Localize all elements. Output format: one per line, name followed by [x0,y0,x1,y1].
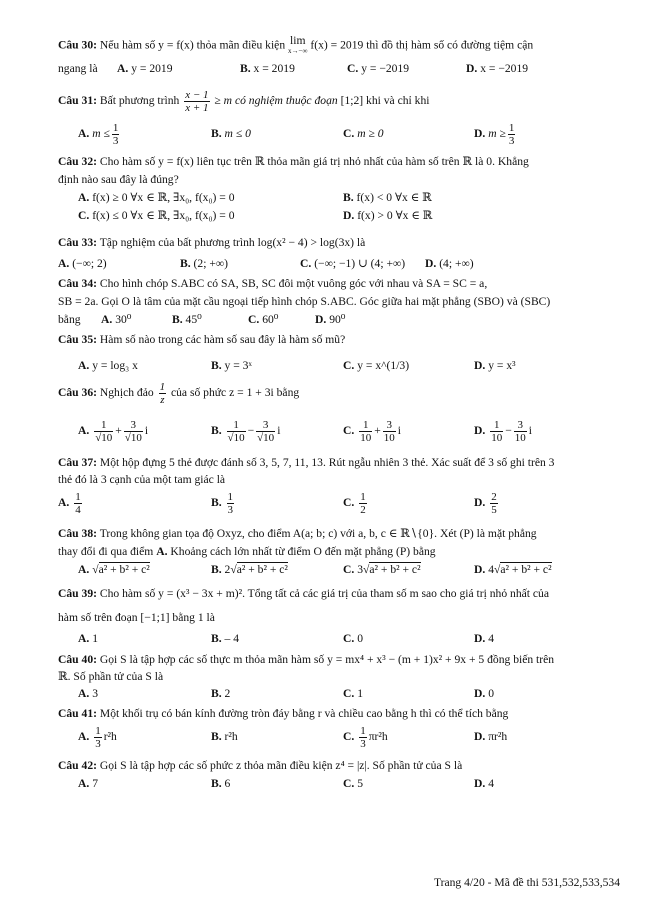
option-a: A. (−∞; 2) [58,257,107,270]
option-c: C. 5 [343,777,363,790]
question-label: Câu 41: [58,707,97,720]
option-d: D. 0 [474,687,494,700]
limit-expression: lim x→−∞ [288,34,308,55]
option-b: B. x = 2019 [240,62,295,75]
option-c: C. 3√a² + b² + c² [343,563,421,576]
option-a: A. 7 [78,777,98,790]
option-b: B. 45⁰ [172,313,202,326]
option-d: D. 4 [474,632,494,645]
option-a: A. √a² + b² + c² [78,563,150,576]
option-c: C. (−∞; −1) ∪ (4; +∞) [300,257,406,270]
question-label: Câu 35: [58,333,97,346]
option-d: D. $\frac{1}{10}$ − $\frac{3}{10}$ i [474,418,532,444]
option-d: D. $\frac{2}{5}$ [474,490,497,516]
option-c: C. $\frac{1}{2}$ [343,490,366,516]
option-c: C. $\frac{1}{10}$ + $\frac{3}{10}$ i [343,418,401,444]
option-c: C. $\frac{1}{3}$ πr²h [343,724,388,750]
option-d: D. y = x³ [474,359,516,372]
option-b: B. m ≤ 0 [211,127,251,140]
option-d: D. m ≥ $\frac{1}{3}$ [474,121,515,147]
option-d: D. (4; +∞) [425,257,474,270]
question-text: Nếu hàm số y = f(x) thỏa mãn điều kiện [99,38,286,52]
question-33: Câu 33: Tập nghiệm của bất phương trình log(x² − 4) > log(3x) là [58,236,366,249]
option-a: A. 3 [78,687,98,700]
question-label: Câu 42: [58,759,97,772]
option-a: A. $\frac{1}{3}$ r²h [78,724,117,750]
question-30-line2: ngang là [58,62,98,75]
option-b: B. f(x) < 0 ∀x ∈ ℝ [343,191,432,204]
option-d: D. 4√a² + b² + c² [474,563,552,576]
option-a: A. $\frac{1}{4}$ [58,490,81,516]
option-d: D. 90⁰ [315,313,346,326]
question-40: Câu 40: Gọi S là tập hợp các số thực m thỏa mãn hàm số y = mx⁴ + x³ − (m + 1)x² + 9x + 5 đồng biến trên [58,653,555,666]
question-label: Câu 34: [58,277,97,290]
option-c: C. m ≥ 0 [343,127,384,140]
option-c: C. 60⁰ [248,313,279,326]
option-c: C. 0 [343,632,363,645]
question-label: Câu 30: [58,38,97,52]
option-a: A. $\frac{1}{√10}$ + $\frac{3}{√10}$ i [78,418,149,444]
exam-page: Câu 30: Nếu hàm số y = f(x) thỏa mãn điều kiện lim x→−∞ f(x) = 2019 thì đồ thị hàm số có đường tiệm cận ngang là A. y = 2019 B. x = 2019 C. y = −2019 D. x = −2019 Câu 31: Bất phương trình $\frac{x - 1}{x + 1}$ ≥ m có nghiệm thuộc đoạn [1;2] khi và chỉ khi A. m ≤ $\frac{1}{3}$ B. m ≤ 0 C. m ≥ 0 D. m ≥ $\frac{1}{3}$ Câu 32: Cho hàm số y = f(x) liên tục trên ℝ thỏa mãn giá trị nhỏ nhất của hàm số trên ℝ là 0. Khẳng định nào sau đây là đúng? A. f(x) ≥ 0 ∀x ∈ ℝ, ∃x₀, f(x₀) = 0 B. f(x) < 0 ∀x ∈ ℝ C. f(x) ≤ 0 ∀x ∈ ℝ, ∃x₀, f(x₀) = 0 D. f(x) > 0 ∀x ∈ ℝ Câu 33: Tập nghiệm của bất phương trình log(x² − 4) > log(3x) là A. (−∞; 2) B. (2; +∞) C. (−∞; −1) ∪ (4; +∞) D. (4; +∞) Câu 34: Cho hình chóp S.ABC có SA, SB, SC đôi một vuông góc với nhau và SA = SC = a, SB = 2a. Gọi O là tâm của mặt cầu ngoại tiếp hình chóp S.ABC. Góc giữa hai mặt phẳng (SBO) và (SBC) bằng A. 30⁰ B. 45⁰ C. 60⁰ D. 90⁰ Câu 35: Hàm số nào trong các hàm số sau đây là hàm số mũ? A. y = log₃ x B. y = 3ˣ C. y = x^(1/3) D. y = x³ Câu 36: Nghịch đảo $\frac{1}{z}$ của số phức z = 1 + 3i bằng A. $\frac{1}{√10}$ + $\frac{3}{√10}$ i B. $\frac{1}{√10}$ − $\frac{3}{√10}$ i C. $\frac{1}{10}$ + $\frac{3}{10}$ i D. $\frac{1}{10}$ − $\frac{3}{10}$ i Câu 37: Một hộp đựng 5 thẻ được đánh số 3, 5, 7, 11, 13. Rút ngẫu nhiên 3 thẻ. Xác suất để 3 số ghi trên 3 thẻ đó là 3 cạnh của một tam giác là A. $\frac{1}{4}$ B. $\frac{1}{3}$ C. $\frac{1}{2}$ D. $\frac{2}{5}$ Câu 38: Trong không gian tọa độ Oxyz, cho điểm A(a; b; c) với a, b, c ∈ ℝ∖{0}. Xét (P) là mặt phẳng thay đổi đi qua điểm A. Khoảng cách lớn nhất từ điểm O đến mặt phẳng (P) bằng A. √a² + b² + c² B. 2√a² + b² + c² C. 3√a² + b² + c² D. 4√a² + b² + c² Câu 39: Cho hàm số y = (x³ − 3x + m)². Tổng tất cả các giá trị của tham số m sao cho giá trị nhỏ nhất của hàm số trên đoạn [−1;1] bằng 1 là A. 1 B. – 4 C. 0 D. 4 Câu 40: Gọi S là tập hợp các số thực m thỏa mãn hàm số y = mx⁴ + x³ − (m + 1)x² + 9x + 5 đồng biến trên ℝ. Số phần tử của S là A. 3 B. 2 C. 1 D. 0 Câu 41: Một khối trụ có bán kính đường tròn đáy bằng r và chiều cao bằng h thì có thể tích bằng A. $\frac{1}{3}$ r²h B. r²h C. $\frac{1}{3}$ πr²h D. πr²h Câu 42: Gọi S là tập hợp các số phức z thỏa mãn điều kiện z⁴ = |z|. Số phần tử của S là A. 7 B. 6 C. 5 D. 4 Trang 4/20 - Mã đề thi 531,532,533,534 [58,34,620,889]
option-b: B. $\frac{1}{√10}$ − $\frac{3}{√10}$ i [211,418,281,444]
question-38: Câu 38: Trong không gian tọa độ Oxyz, cho điểm A(a; b; c) với a, b, c ∈ ℝ∖{0}. Xét (P) là mặt phẳng [58,527,537,540]
question-41: Câu 41: Một khối trụ có bán kính đường tròn đáy bằng r và chiều cao bằng h thì có thể tích bằng [58,707,509,720]
option-c: C. 1 [343,687,363,700]
option-d: D. f(x) > 0 ∀x ∈ ℝ [343,209,433,222]
option-c: C. y = x^(1/3) [343,359,410,372]
option-a: A. y = 2019 [117,62,173,75]
question-label: Câu 33: [58,236,97,249]
question-42: Câu 42: Gọi S là tập hợp các số phức z thỏa mãn điều kiện z⁴ = |z|. Số phần tử của S là [58,759,463,772]
option-b: B. – 4 [211,632,240,645]
option-b: B. r²h [211,730,238,743]
option-b: B. 2√a² + b² + c² [211,563,288,576]
page-footer: Trang 4/20 - Mã đề thi 531,532,533,534 [433,876,620,889]
option-a: A. 1 [78,632,98,645]
question-label: Câu 36: [58,386,97,399]
question-30 [58,36,620,56]
question-34: Câu 34: Cho hình chóp S.ABC có SA, SB, SC đôi một vuông góc với nhau và SA = SC = a, [58,277,488,290]
fraction: $\frac{1}{z}$ [159,380,166,406]
option-d: D. x = −2019 [466,62,529,75]
option-b: B. $\frac{1}{3}$ [211,490,234,516]
question-label: Câu 32: [58,155,97,168]
option-a: A. 30⁰ [101,313,132,326]
option-b: B. y = 3ˣ [211,359,252,372]
option-a: A. f(x) ≥ 0 ∀x ∈ ℝ, ∃x₀, f(x₀) = 0 [78,191,235,204]
option-b: B. 6 [211,777,231,790]
option-b: B. 2 [211,687,231,700]
fraction: $\frac{x - 1}{x + 1}$ [185,88,209,114]
question-label: Câu 40: [58,653,97,666]
option-c: C. y = −2019 [347,62,410,75]
question-36: Câu 36: Nghịch đảo $\frac{1}{z}$ của số phức z = 1 + 3i bằng [58,380,300,406]
question-label: Câu 31: [58,94,97,107]
question-text: f(x) = 2019 thì đồ thị hàm số có đường tiệm cận [310,38,534,52]
option-c: C. f(x) ≤ 0 ∀x ∈ ℝ, ∃x₀, f(x₀) = 0 [78,209,235,222]
question-39: Câu 39: Cho hàm số y = (x³ − 3x + m)². Tổng tất cả các giá trị của tham số m sao cho giá trị nhỏ nhất của [58,587,549,600]
option-b: B. (2; +∞) [180,257,228,270]
option-d: D. 4 [474,777,494,790]
question-31: Câu 31: Bất phương trình $\frac{x - 1}{x + 1}$ ≥ m có nghiệm thuộc đoạn [1;2] khi và chỉ khi [58,88,430,114]
option-a: A. y = log₃ x [78,359,138,372]
question-label: Câu 37: [58,456,97,469]
option-a: A. m ≤ $\frac{1}{3}$ [78,121,119,147]
question-35: Câu 35: Hàm số nào trong các hàm số sau đây là hàm số mũ? [58,333,346,346]
question-37: Câu 37: Một hộp đựng 5 thẻ được đánh số 3, 5, 7, 11, 13. Rút ngẫu nhiên 3 thẻ. Xác suất để 3 số ghi trên 3 [58,456,555,469]
option-d: D. πr²h [474,730,508,743]
question-label: Câu 38: [58,527,97,540]
question-32: Câu 32: Cho hàm số y = f(x) liên tục trên ℝ thỏa mãn giá trị nhỏ nhất của hàm số trên ℝ là 0. Khẳng [58,155,529,168]
question-label: Câu 39: [58,587,97,600]
